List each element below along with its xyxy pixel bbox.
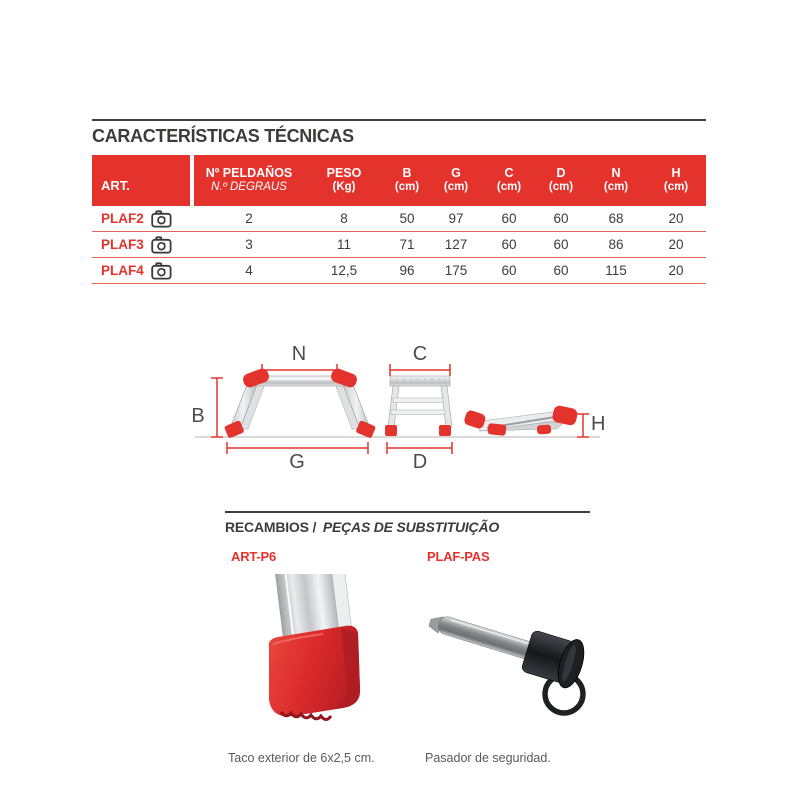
dim-label-c: C bbox=[412, 343, 428, 365]
article-cell bbox=[92, 236, 190, 254]
spares-heading-pt: PEÇAS DE SUBSTITUIÇÃO bbox=[322, 519, 500, 535]
dim-c bbox=[390, 364, 450, 376]
page-title: CARACTERÍSTICAS TÉCNICAS bbox=[92, 126, 354, 146]
cell-n: 68 bbox=[608, 211, 624, 226]
camera-icon bbox=[151, 210, 172, 228]
dim-label-g: G bbox=[289, 451, 305, 470]
cell-peso: 12,5 bbox=[330, 263, 358, 278]
dim-label-d: D bbox=[412, 451, 428, 470]
spares-heading-es: RECAMBIOS / bbox=[225, 519, 317, 535]
article-cell bbox=[92, 210, 190, 228]
header-dim-g: G (cm) bbox=[443, 166, 469, 194]
cell-d: 60 bbox=[553, 263, 569, 278]
article-code: PLAF3 bbox=[101, 237, 144, 252]
header-columns bbox=[194, 155, 706, 206]
spares-heading bbox=[225, 519, 499, 535]
cell-d: 60 bbox=[553, 237, 569, 252]
cell-peso: 8 bbox=[340, 211, 348, 226]
article-cell bbox=[92, 262, 190, 280]
dim-label-n: N bbox=[291, 343, 307, 365]
dim-n bbox=[262, 364, 337, 376]
part-caption-pasador: Pasador de seguridad. bbox=[425, 751, 551, 765]
cell-h: 20 bbox=[668, 263, 684, 278]
table-row bbox=[92, 258, 706, 284]
cell-n: 115 bbox=[605, 263, 627, 278]
cell-h: 20 bbox=[668, 211, 684, 226]
spec-table bbox=[92, 155, 706, 284]
table-header-row bbox=[92, 155, 706, 206]
cell-c: 60 bbox=[501, 211, 517, 226]
dim-b bbox=[211, 378, 223, 437]
cell-c: 60 bbox=[501, 263, 517, 278]
header-dim-h: H (cm) bbox=[663, 166, 689, 194]
camera-icon bbox=[151, 236, 172, 254]
cell-b: 71 bbox=[399, 237, 415, 252]
header-dim-d: D (cm) bbox=[548, 166, 574, 194]
header-peso: PESO (Kg) bbox=[326, 166, 362, 194]
part-code-art-p6: ART-P6 bbox=[231, 549, 277, 564]
safety-pin-image bbox=[424, 602, 596, 728]
header-steps: Nº PELDAÑOS N.º DEGRAUS bbox=[205, 166, 293, 194]
part-caption-taco: Taco exterior de 6x2,5 cm. bbox=[228, 751, 375, 765]
top-divider bbox=[92, 119, 706, 121]
cell-g: 97 bbox=[448, 211, 464, 226]
spares-divider bbox=[225, 511, 590, 513]
cell-b: 96 bbox=[399, 263, 415, 278]
cell-c: 60 bbox=[501, 237, 517, 252]
dim-h bbox=[577, 414, 589, 437]
cell-peso: 11 bbox=[336, 237, 351, 252]
header-dim-n: N (cm) bbox=[603, 166, 629, 194]
cell-b: 50 bbox=[399, 211, 415, 226]
folded-view bbox=[463, 405, 578, 436]
cell-g: 127 bbox=[444, 237, 468, 252]
ladder-foot-image bbox=[253, 574, 371, 726]
cell-steps: 4 bbox=[245, 263, 253, 278]
header-art bbox=[92, 155, 190, 206]
cell-d: 60 bbox=[553, 211, 569, 226]
cell-h: 20 bbox=[668, 237, 684, 252]
table-row bbox=[92, 232, 706, 258]
header-art-label: ART. bbox=[101, 178, 130, 193]
dimension-diagram bbox=[185, 338, 615, 470]
cell-steps: 2 bbox=[245, 211, 253, 226]
camera-icon bbox=[151, 262, 172, 280]
table-row bbox=[92, 206, 706, 232]
side-view bbox=[385, 376, 452, 436]
part-code-plaf-pas: PLAF-PAS bbox=[427, 549, 490, 564]
cell-steps: 3 bbox=[245, 237, 253, 252]
cell-g: 175 bbox=[444, 263, 468, 278]
header-dim-b: B (cm) bbox=[394, 166, 420, 194]
dim-label-h: H bbox=[591, 413, 606, 435]
article-code: PLAF2 bbox=[101, 211, 144, 226]
cell-n: 86 bbox=[608, 237, 624, 252]
front-view bbox=[224, 367, 376, 439]
article-code: PLAF4 bbox=[101, 263, 144, 278]
dim-label-b: B bbox=[191, 405, 205, 427]
header-dim-c: C (cm) bbox=[496, 166, 522, 194]
